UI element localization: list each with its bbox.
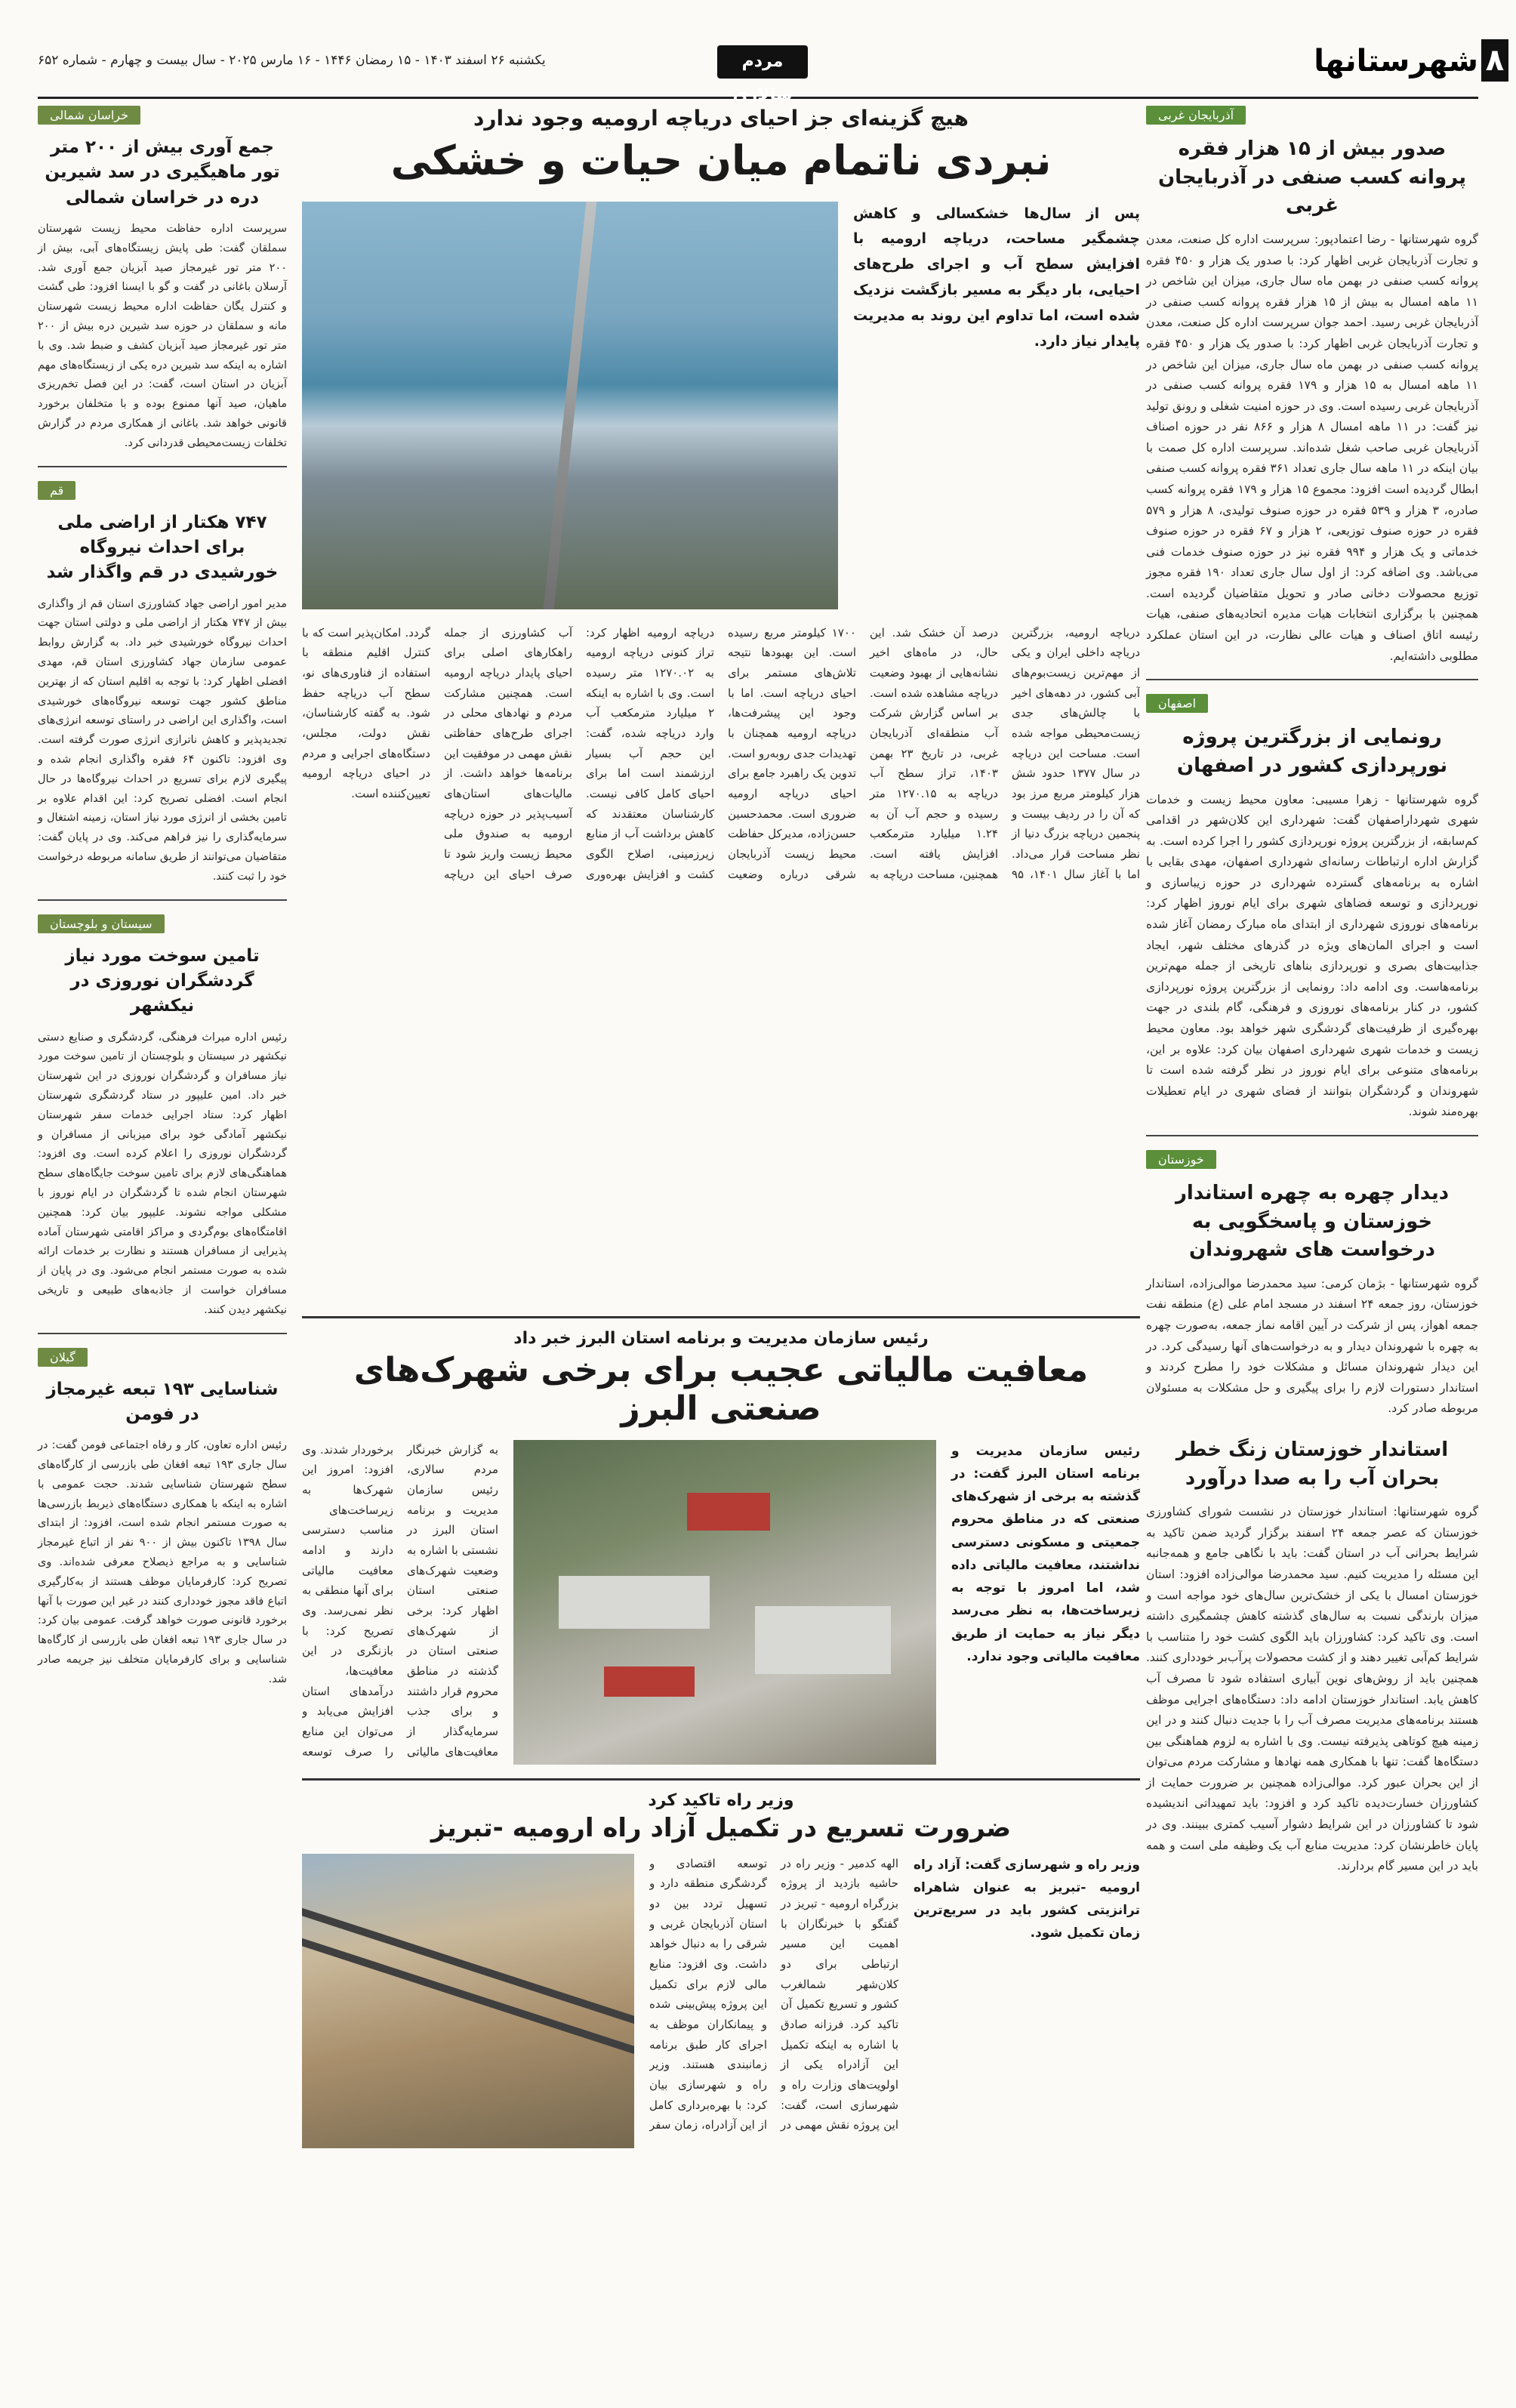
page-header xyxy=(38,36,1505,104)
story3-lead-column xyxy=(914,1854,1140,2148)
right-column xyxy=(1146,106,1478,1903)
roof-shape xyxy=(755,1606,891,1674)
region-tag: آذربایجان غربی xyxy=(1146,106,1246,125)
story3-body: الهه کدمیر - وزیر راه در حاشیه بازدید از پروژه بزرگراه ارومیه - تبریز در گفتگو با خبرنگاران با اهمیت این مسیر ارتباطی برای دو کلان‌شهر شمالغرب کشور و تسریع تکمیل آن تاکید کرد. فرزانه صادق با اشاره به اینکه تکمیل این آزادراه یکی از اولویت‌های وزارت راه و شهرسازی است، گفت: این پروژه نقش مهمی در توسعه اقتصادی و گردشگری منطقه دارد و تسهیل تردد بین دو استان آذربایجان غربی و شرقی را به دنبال خواهد داشت. وی افزود: منابع مالی لازم برای تکمیل این پروژه پیش‌بینی شده و پیمانکاران موظف به اجرای کار طبق برنامه زمانبندی هستند. وزیر راه و شهرسازی بیان کرد: با بهره‌برداری کامل از این آزادراه، زمان سفر xyxy=(649,1856,898,2132)
story3-kicker: وزیر راه تاکید کرد xyxy=(648,1790,794,1810)
news-title: صدور بیش از ۱۵ هزار فقره پروانه کسب صنفی در آذربایجان غربی xyxy=(1157,137,1467,217)
divider xyxy=(302,1316,1140,1318)
main-area xyxy=(302,106,1140,2148)
main-top-row xyxy=(302,202,1140,609)
news-box xyxy=(38,1348,287,1702)
news-title: ۷۴۷ هکتار از اراضی ملی برای احداث نیروگاه خورشیدی در قم واگذار شد xyxy=(46,512,279,583)
lake-urmia-photo xyxy=(302,202,838,609)
news-box xyxy=(38,481,287,901)
story3-lead: وزیر راه و شهرسازی گفت: آزاد راه ارومیه -تبریز به عنوان شاهراه ترانزیتی کشور باید در سریع‌ترین زمان تکمیل شود. xyxy=(914,1857,1140,1941)
main-lead: پس از سال‌ها خشکسالی و کاهش چشمگیر مساحت، دریاچه ارومیه با افزایش سطح آب و اجرای طرح‌های احیایی، بار دیگر به مسیر بازگشت نزدیک شده است، اما تداوم این روند به مدیریت پایدار نیاز دارد. xyxy=(853,205,1140,350)
region-tag: خراسان شمالی xyxy=(38,106,140,125)
news-body: گروه شهرستانها: استاندار خوزستان در نشست شورای کشاورزی خوزستان که عصر جمعه ۲۴ اسفند برگزار گردید ضمن تاکید به شرایط بحرانی آب در استان گفت: باید با نگاهی جامع و همه‌جانبه این مسئله را مدیریت کنیم. سید محمدرضا موالی‌زاده افزود: استان خوزستان امسال با یکی از خشک‌ترین سال‌های خود مواجه است و میزان بارندگی نسبت به سال‌های گذشته کاهش چشمگیری داشته است. وی تاکید کرد: کشاورزان باید الگوی کشت خود را متناسب با شرایط کم‌آبی تغییر دهند و از کشت محصولات پرآب‌بر خودداری کنند. همچنین باید از روش‌های نوین آبیاری استفاده شود تا مصرف آب کاهش یابد. استاندار خوزستان ادامه داد: دستگاه‌های اجرایی موظف هستند برنامه‌های مدیریت مصرف آب را با جدیت دنبال کنند و در این زمینه هیچ کوتاهی پذیرفته نیست. وی با اشاره به لزوم هماهنگی بین دستگاه‌ها گفت: تنها با همکاری همه نهادها و مشارکت مردم می‌توان از این بحران عبور کرد. موالی‌زاده همچنین بر ضرورت حمایت از کشاورزان خسارت‌دیده تاکید کرد و افزود: باید تمهیداتی اندیشیده شود تا کشاورزان در این شرایط دشوار آسیب کمتری ببینند. وی در پایان خاطرنشان کرد: مدیریت منابع آب یک وظیفه ملی است و همه باید در این مسیر گام بردارند. xyxy=(1146,1505,1478,1873)
story2-lead: رئیس سازمان مدیریت و برنامه استان البرز گفت: در گذشته به برخی از شهرک‌های صنعتی که در مناطق محروم جمعیتی و مسکونی دسترسی نداشتند، معافیت مالیاتی داده شد، اما امروز با توجه به زیرساخت‌ها، به نظر می‌رسد دیگر نیاز به حمایت از طریق معافیت مالیاتی وجود ندارد. xyxy=(951,1443,1140,1664)
news-title: جمع آوری بیش از ۲۰۰ متر تور ماهیگیری در سد شیرین دره در خراسان شمالی xyxy=(45,137,280,208)
news-body: مدیر امور اراضی جهاد کشاورزی استان قم از واگذاری بیش از ۷۴۷ هکتار از اراضی ملی و دولتی استان جهت احداث نیروگاه خورشیدی خبر داد. به گزارش روابط عمومی سازمان جهاد کشاورزی استان قم، مهدی افضلی اظهار کرد: با توجه به اقلیم استان که از بهترین مناطق کشور جهت توسعه نیروگاه‌های خورشیدی است، واگذاری این اراضی در راستای توسعه انرژی‌های تجدیدپذیر و کاهش ناترازی انرژی صورت گرفته است. وی افزود: تاکنون ۶۴ فقره واگذاری انجام شده و پیگیری لازم برای تسریع در احداث نیروگاه‌ها در حال انجام است. افضلی تصریح کرد: این اقدام علاوه بر تامین بخشی از انرژی مورد نیاز استان، زمینه اشتغال و سرمایه‌گذاری را نیز فراهم می‌کند. وی در پایان گفت: متقاضیان می‌توانند از طریق سامانه مربوطه درخواست خود را ثبت کنند. xyxy=(38,597,287,883)
region-tag: گیلان xyxy=(38,1348,88,1367)
news-title: رونمایی از بزرگترین پروژه نورپردازی کشور در اصفهان xyxy=(1176,726,1448,777)
news-body: گروه شهرستانها - زهرا مسیبی: معاون محیط زیست و خدمات شهری شهرداراصفهان گفت: شهرداری این کلان‌شهر در اقدامی کم‌سابقه، از بزرگترین پروژه نورپردازی کشور را اجرا کرده است. به گزارش اداره ارتباطات رسانه‌ای شهرداری اصفهان، مهدی بقایی با اشاره به برنامه‌های گسترده شهرداری در حوزه زیباسازی و نورپردازی و توسعه فضاهای شهری برای ایام نوروز اظهار کرد: برنامه‌های نوروزی شهرداری از ابتدای ماه مبارک رمضان آغاز شده است و اجرای المان‌های ویژه در گذرهای مختلف شهر، ایجاد جذابیت‌های بصری و نورپردازی بناهای تاریخی از جمله مهم‌ترین برنامه‌هاست. وی ادامه داد: رونمایی از بزرگترین پروژه نورپردازی کشور، در کنار برنامه‌های نوروزی و فرهنگی، گام بلندی در جهت بهره‌گیری از ظرفیت‌های گردشگری شهر خواهد بود. معاون محیط زیست و خدمات شهری شهرداری اصفهان بیان کرد: علاوه بر این، برنامه‌های متنوعی برای ایام نوروز در نظر گرفته شده است تا شهروندان و گردشگران بتوانند از فضای شهری در ایام تعطیلات بهره‌مند شوند. xyxy=(1146,792,1478,1119)
left-column xyxy=(38,106,287,1716)
main-headline: نبردی ناتمام میان حیات و خشکی xyxy=(390,137,1052,184)
region-tag: سیستان و بلوچستان xyxy=(38,914,165,933)
region-tag: قم xyxy=(38,481,75,500)
news-title: تامین سوخت مورد نیاز گردشگران نوروزی در نیکشهر xyxy=(65,945,260,1016)
freeway-photo xyxy=(302,1854,634,2148)
roof-shape xyxy=(604,1666,695,1697)
road-shape xyxy=(302,1906,634,2034)
main-body: دریاچه ارومیه، بزرگترین دریاچه داخلی ایران و یکی از مهم‌ترین زیست‌بوم‌های آبی کشور، در دهه‌های اخیر با چالش‌های جدی زیست‌محیطی مواجه شده است. مساحت این دریاچه در سال ۱۳۷۷ حدود شش هزار کیلومتر مربع مرز بود که آن را در ردیف بیست و پنجمین دریاچه بزرگ دنیا از نظر مساحت قرار می‌داد. اما با آغاز سال ۱۴۰۱، ۹۵ درصد آن خشک شد. این حال، در ماه‌های اخیر نشانه‌هایی از بهبود وضعیت دریاچه مشاهده شده است. بر اساس گزارش شرکت آب منطقه‌ای آذربایجان غربی، در تاریخ ۲۳ بهمن ۱۴۰۳، تراز سطح آب دریاچه به ۱۲۷۰.۱۵ متر رسیده و حجم آب آن به ۱.۲۴ میلیارد مترمکعب افزایش یافته است. همچنین، مساحت دریاچه به ۱۷۰۰ کیلومتر مربع رسیده است. این بهبودها نتیجه تلاش‌های مستمر برای احیای دریاچه است. اما با وجود این پیشرفت‌ها، دریاچه ارومیه همچنان با تهدیدات جدی روبه‌رو است. تدوین یک راهبرد جامع برای احیای دریاچه ارومیه ضروری است. محمدحسین حسن‌زاده، مدیرکل حفاظت محیط زیست آذربایجان شرقی درباره وضعیت دریاچه ارومیه اظهار کرد: تراز کنونی دریاچه ارومیه به ۱۲۷۰.۰۲ متر رسیده است. وی با اشاره به اینکه ۲ میلیارد مترمکعب آب وارد دریاچه شده، گفت: این حجم آب بسیار ارزشمند است اما برای احیای کامل کافی نیست. کارشناسان معتقدند که کاهش برداشت آب از منابع زیرزمینی، اصلاح الگوی کشت و افزایش بهره‌وری آب کشاورزی از جمله راهکارهای اصلی برای احیای پایدار دریاچه ارومیه است. همچنین مشارکت مردم و نهادهای محلی در اجرای طرح‌های حفاظتی نقش مهمی در موفقیت این برنامه‌ها خواهد داشت. از مالیات‌های استان‌های آسیب‌پذیر در حوزه دریاچه ارومیه به صندوق ملی محیط زیست واریز شود تا صرف احیای این دریاچه گردد. امکان‌پذیر است که با کنترل اقلیم منطقه با استفاده از فناوری‌های نو، سطح آب دریاچه حفظ شود. به گفته کارشناسان، نقش دولت، مجلس، دستگاه‌های اجرایی و مردم در احیای دریاچه ارومیه تعیین‌کننده است. xyxy=(302,625,1140,881)
roof-shape xyxy=(559,1576,710,1629)
news-box xyxy=(1146,106,1478,680)
main-lead-column xyxy=(853,202,1140,609)
news-title: استاندار خوزستان زنگ خطر بحران آب را به صدا درآورد xyxy=(1176,1438,1449,1490)
news-body: سرپرست اداره حفاظت محیط زیست شهرستان سملقان گفت: طی پایش زیستگاه‌های آبی، بیش از ۲۰۰ متر تور غیرمجاز صید آبزیان جمع آوری شد. آرسلان باغانی در گفت و گو با ایسنا افزود: طی گشت و کنترل یگان حفاظت اداره محیط زیست شهرستان مانه و سملقان در حوزه سد شیرین دره بیش از ۲۰۰ متر تور غیرمجاز صید آبزیان کشف و ضبط شد. وی با اشاره به اینکه سد شیرین دره یکی از زیستگاه‌های مهم آبزیان در استان است، گفت: در این فصل تخم‌ریزی ماهیان، صید آنها ممنوع بوده و با متخلفان برخورد قانونی خواهد شد. باغانی از همکاری مردم در گزارش تخلفات زیست‌محیطی قدردانی کرد. xyxy=(38,223,287,449)
story2-body: به گزارش خبرنگار مردم سالاری، رئیس سازمان مدیریت و برنامه استان البرز در نشستی با اشاره به وضعیت شهرک‌های صنعتی استان اظهار کرد: برخی از شهرک‌های صنعتی استان در گذشته در مناطق محروم قرار داشتند و برای جذب سرمایه‌گذار از معافیت‌های مالیاتی برخوردار شدند. وی افزود: امروز این شهرک‌ها به زیرساخت‌های مناسب دسترسی دارند و ادامه معافیت مالیاتی برای آنها منطقی به نظر نمی‌رسد. وی تصریح کرد: با بازنگری در این معافیت‌ها، درآمدهای استان افزایش می‌یابد و می‌توان این منابع را صرف توسعه xyxy=(302,1442,498,1759)
news-box xyxy=(1146,1436,1478,1889)
main-kicker: هیچ گزینه‌ای جز احیای دریاچه ارومیه وجود ندارد xyxy=(473,106,969,131)
newspaper-logo: مردم سالاری xyxy=(717,45,808,79)
story2-kicker: رئیس سازمان مدیریت و برنامه استان البرز خبر داد xyxy=(513,1328,929,1348)
region-tag: خوزستان xyxy=(1146,1150,1216,1169)
news-body: گروه شهرستانها - رضا اعتمادپور: سرپرست اداره کل صنعت، معدن و تجارت آذربایجان غربی اظهار کرد: با صدور یک هزار و ۴۵۰ فقره پروانه کسب صنفی در بهمن ماه سال جاری، میزان این شاخص در ۱۱ ماهه امسال به بیش از ۱۵ هزار فقره پروانه کسب صنفی در آذربایجان غربی رسید. احمد جوان سرپرست اداره کل صنعت، معدن و تجارت آذربایجان غربی اظهار کرد: با صدور یک هزار و ۴۵۰ فقره پروانه کسب صنفی در بهمن ماه سال جاری، میزان این شاخص در ۱۱ ماهه امسال به ۱۵ هزار و ۱۷۹ فقره پروانه کسب صنفی در آذربایجان غربی رسیده‌ است. وی در حوزه امنیت شغلی و رونق تولید نیز گفت: در ۱۱ ماهه امسال ۸ هزار و ۸۶۶ نفر در حوزه اصناف آذربایجان غربی صاحب شغل شده‌اند. سرپرست اداره کل صمت با بیان اینکه در ۱۱ ماهه سال جاری تعداد ۳۶۱ فقره پروانه کسب صنفی ابطال گردیده است افزود: مجموع ۱۵ هزار و ۱۷۹ فقره پروانه کسب صادره، ۳ هزار و ۵۳۹ فقره در حوزه صنوف تولیدی، ۸ هزار و ۵۷۹ فقره در حوزه صنوف توزیعی، ۲ هزار و ۶۷ فقره در حوزه صنوف خدماتی و یک هزار و ۹۹۴ فقره نیز در حوزه صنوف خدمات فنی می‌باشد. وی اضافه کرد: از اول سال جاری تعداد ۱۹۰ فقره مجوز توزیع محصولات دخانی صادر و تحویل متقاضیان گردیده است. همچنین با برگزاری انتخابات هیات مدیره اتحادیه‌های صنفی، هیات رئیسه اتاق اصناف و هیات عالی نظارت، در این استان عملکرد مطلوبی داشته‌ایم. xyxy=(1146,233,1479,663)
industrial-park-photo xyxy=(513,1440,936,1765)
news-body: رئیس اداره تعاون، کار و رفاه اجتماعی فومن گفت: در سال جاری ۱۹۳ تبعه افغان طی بازرسی از کارگاه‌های سطح شهرستان شناسایی شدند. حجت عمومی با اشاره به اینکه با همکاری دستگاه‌های ذیربط بازرسی‌ها به صورت مستمر انجام شده است، افزود: از ابتدای سال ۱۳۹۸ تاکنون بیش از ۹۰۰ نفر از اتباع غیرمجاز شناسایی و به مراجع ذیصلاح معرفی شده‌اند. وی تصریح کرد: کارفرمایان موظف هستند از به‌کارگیری اتباع فاقد مجوز خودداری کنند در غیر این صورت با آنها برخورد قانونی صورت خواهد گرفت. عمومی بیان کرد: در سال جاری ۱۹۳ تبعه افغان طی بازرسی از کارگاه‌ها شناسایی و برای کارفرمایان متخلف نیز جریمه صادر شد. xyxy=(38,1439,288,1685)
roof-shape xyxy=(687,1493,770,1531)
news-box xyxy=(38,914,287,1334)
divider xyxy=(302,1778,1140,1781)
news-box xyxy=(1146,1150,1478,1432)
news-box xyxy=(1146,694,1478,1136)
dateline: یکشنبه ۲۶ اسفند ۱۴۰۳ - ۱۵ رمضان ۱۴۴۶ - ۱۶ مارس ۲۰۲۵ - سال بیست و چهارم - شماره ۶۵۲ xyxy=(38,53,546,68)
story3-row xyxy=(302,1854,1140,2148)
story2-row xyxy=(302,1440,1140,1765)
region-tag: اصفهان xyxy=(1146,694,1208,713)
section-title: شهرستانها xyxy=(1314,44,1478,79)
page-number: ۸ xyxy=(1481,39,1508,82)
news-title: شناسایی ۱۹۳ تبعه غیرمجاز در فومن xyxy=(46,1379,279,1424)
story3-headline: ضرورت تسریع در تکمیل آزاد راه ارومیه -تبریز xyxy=(430,1812,1012,1843)
news-box xyxy=(38,106,287,467)
news-body: گروه شهرستانها - بژمان کرمی: سید محمدرضا موالی‌زاده، استاندار خوزستان، روز جمعه ۲۴ اسفند در مسجد امام علی (ع) منطقه نفت جمعه اهواز، پس از شرکت در آیین اقامه نماز جمعه، به‌صورت چهره به چهره با شهروندان دیدار و به درخواست‌های آنها رسیدگی کرد. در این دیدار شهروندان مسائل و مشکلات خود را مطرح کردند و استاندار دستورات لازم را برای پیگیری و حل مشکلات به مسئولان مربوطه صادر کرد. xyxy=(1146,1276,1478,1416)
story2-headline: معافیت مالیاتی عجیب برای برخی شهرک‌های صنعتی البرز xyxy=(353,1350,1089,1428)
news-body: رئیس اداره میراث فرهنگی، گردشگری و صنایع دستی نیکشهر در سیستان و بلوچستان از تامین سوخت مورد نیاز مسافران و گردشگران نوروزی در این شهرستان خبر داد. امین علیپور در ستاد گردشگری شهرستان اظهار کرد: ستاد اجرایی خدمات سفر شهرستان نیکشهر آمادگی خود برای میزبانی از مسافران و گردشگران نوروزی را اعلام کرده است. وی افزود: هماهنگی‌های لازم برای تامین سوخت جایگاه‌های سطح شهرستان انجام شده تا گردشگران در ایام نوروز با مشکلی مواجه نشوند. علیپور بیان کرد: همچنین اقامتگاه‌های بوم‌گردی و مراکز اقامتی شهرستان آماده پذیرایی از مسافران هستند و نظارت بر خدمات ارائه شده به صورت مستمر انجام می‌شود. وی در پایان از مسافران خواست از جاذبه‌های طبیعی و تاریخی نیکشهر دیدن کنند. xyxy=(38,1031,287,1316)
news-title: دیدار چهره به چهره استاندار خوزستان و پاسخگویی به درخواست های شهروندان xyxy=(1175,1181,1450,1262)
causeway-shape xyxy=(544,202,597,609)
story2-lead-column xyxy=(951,1440,1140,1765)
